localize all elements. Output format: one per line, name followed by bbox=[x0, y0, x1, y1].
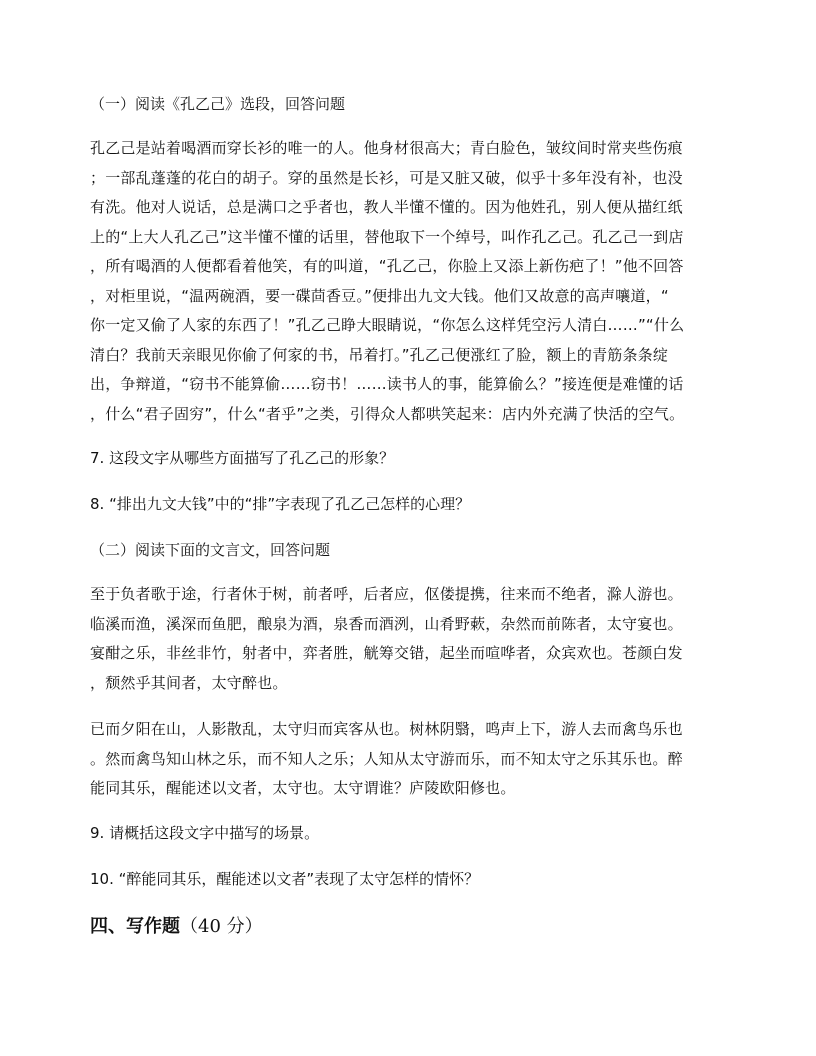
passage-line: 孔乙己是站着喝酒而穿长衫的唯一的人。他身材很高大；青白脸色，皱纹间时常夹些伤痕 bbox=[90, 139, 683, 157]
section2-heading: （二）阅读下面的文言文，回答问题 bbox=[90, 541, 331, 559]
question-9: 9. 请概括这段文字中描写的场景。 bbox=[90, 823, 320, 842]
writing-section-score: （40 分） bbox=[180, 915, 263, 937]
question-7: 7. 这段文字从哪些方面描写了孔乙己的形象？ bbox=[90, 449, 395, 467]
passage-line: 能同其乐，醒能述以文者，太守也。太守谓谁？庐陵欧阳修也。 bbox=[90, 779, 516, 797]
passage-line: ，颓然乎其间者，太守醉也。 bbox=[90, 673, 288, 692]
passage-line: 宴酣之乐，非丝非竹，射者中，弈者胜，觥筹交错，起坐而喧哗者，众宾欢也。苍颜白发 bbox=[90, 644, 683, 662]
passage-line: 。然而禽鸟知山林之乐，而不知人之乐；人知从太守游而乐，而不知太守之乐其乐也。醉 bbox=[90, 749, 683, 768]
question-8: 8. “排出九文大钱”中的“排”字表现了孔乙己怎样的心理？ bbox=[90, 495, 471, 513]
writing-section-label: 四、写作题 bbox=[90, 915, 180, 937]
passage-line: ，所有喝酒的人便都看着他笑，有的叫道，“孔乙己，你脸上又添上新伤疤了！”他不回答 bbox=[90, 257, 684, 275]
writing-section-title bbox=[90, 913, 734, 941]
passage-line: 至于负者歌于途，行者休于树，前者呼，后者应，伛偻提携，往来而不绝者，滁人游也。 bbox=[90, 585, 683, 603]
passage-line: ，对柜里说，“温两碗酒，要一碟茴香豆。”便排出九文大钱。他们又故意的高声嚷道，“ bbox=[90, 286, 669, 305]
section1-heading: （一）阅读《孔乙己》选段，回答问题 bbox=[90, 95, 346, 113]
document-content bbox=[90, 92, 734, 941]
question-10: 10. “醉能同其乐，醒能述以文者”表现了太守怎样的情怀？ bbox=[90, 869, 480, 888]
passage-line: 临溪而渔，溪深而鱼肥，酿泉为酒，泉香而酒洌，山肴野蔌，杂然而前陈者，太守宴也。 bbox=[90, 614, 683, 633]
passage-line: 你一定又偷了人家的东西了！”孔乙己睁大眼睛说，“你怎么这样凭空污人清白……”“什么 bbox=[90, 316, 685, 334]
passage-line: ；一部乱蓬蓬的花白的胡子。穿的虽然是长衫，可是又脏又破，似乎十多年没有补，也没 bbox=[90, 168, 683, 187]
passage-line: 清白？我前天亲眼见你偷了何家的书，吊着打。”孔乙己便涨红了脸，额上的青筋条条绽 bbox=[90, 345, 669, 364]
passage-line: 上的“上大人孔乙己”这半懂不懂的话里，替他取下一个绰号，叫作孔乙己。孔乙己一到店 bbox=[90, 227, 684, 246]
passage-line: 已而夕阳在山，人影散乱，太守归而宾客从也。树林阴翳，鸣声上下，游人去而禽鸟乐也 bbox=[90, 720, 683, 738]
zuiwengting-passage-2 bbox=[90, 715, 734, 804]
passage-line: ，什么“君子固穷”，什么“者乎”之类，引得众人都哄笑起来：店内外充满了快活的空气。 bbox=[90, 404, 685, 423]
kongyiji-passage bbox=[90, 134, 734, 429]
passage-line: 出，争辩道，“窃书不能算偷……窃书！……读书人的事，能算偷么？”接连便是难懂的话 bbox=[90, 375, 684, 393]
zuiwengting-passage-1 bbox=[90, 580, 734, 698]
passage-line: 有洗。他对人说话，总是满口之乎者也，教人半懂不懂的。因为他姓孔，别人便从描红纸 bbox=[90, 198, 683, 216]
